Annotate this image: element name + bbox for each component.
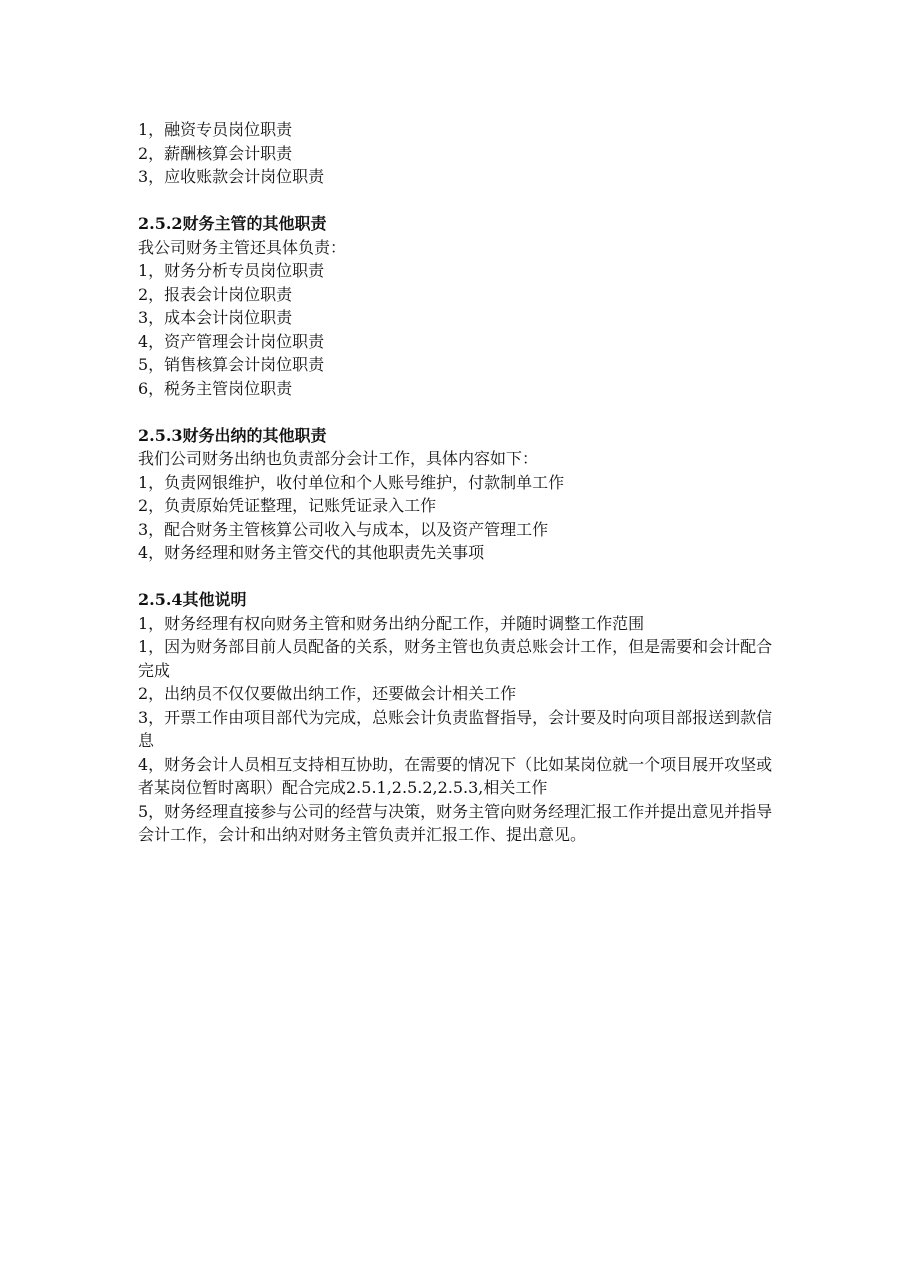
list-item: 6，税务主管岗位职责 xyxy=(138,378,293,398)
list-item: 2，出纳员不仅仅要做出纳工作，还要做会计相关工作 xyxy=(138,684,517,703)
list-item: 2，报表会计岗位职责 xyxy=(138,284,293,304)
list-item: 1，负责网银维护，收付单位和个人账号维护，付款制单工作 xyxy=(138,472,565,492)
section-heading: 2.5.2财务主管的其他职责 xyxy=(138,214,327,233)
spacer xyxy=(138,189,778,213)
list-item: 3，应收账款会计岗位职责 xyxy=(138,167,325,186)
section-intro: 我们公司财务出纳也负责部分会计工作，具体内容如下： xyxy=(138,449,539,468)
list-item: 1，融资专员岗位职责 xyxy=(138,120,293,139)
list-item: 1，财务分析专员岗位职责 xyxy=(138,261,325,280)
list-item: 2，负责原始凭证整理，记账凭证录入工作 xyxy=(138,496,437,515)
spacer xyxy=(138,400,778,424)
list-item: 5，财务经理直接参与公司的经营与决策，财务主管向财务经理汇报工作并提出意见并指导会计工作，会计和出纳对财务主管负责并汇报工作、提出意见。 xyxy=(138,801,773,844)
section-2-5-4 xyxy=(138,588,778,847)
section-2-5-2 xyxy=(138,212,778,400)
list-item: 3，成本会计岗位职责 xyxy=(138,308,293,327)
document-body xyxy=(138,118,778,847)
intro-list xyxy=(138,118,778,189)
list-item: 5，销售核算会计岗位职责 xyxy=(138,355,325,374)
list-item: 3，配合财务主管核算公司收入与成本，以及资产管理工作 xyxy=(138,519,549,539)
section-2-5-3 xyxy=(138,424,778,565)
section-heading: 2.5.3财务出纳的其他职责 xyxy=(138,425,327,445)
list-item: 2，薪酬核算会计职责 xyxy=(138,143,293,163)
list-item: 1，财务经理有权向财务主管和财务出纳分配工作，并随时调整工作范围 xyxy=(138,613,645,633)
section-heading: 2.5.4其他说明 xyxy=(138,590,247,609)
spacer xyxy=(138,565,778,589)
list-item: 1，因为财务部目前人员配备的关系，财务主管也负责总账会计工作，但是需要和会计配合完成 xyxy=(138,637,773,680)
list-item: 4，财务会计人员相互支持相互协助，在需要的情况下（比如某岗位就一个项目展开攻坚或者某岗位暂时离职）配合完成2.5.1,2.5.2,2.5.3,相关工作 xyxy=(138,754,773,797)
list-item: 4，财务经理和财务主管交代的其他职责先关事项 xyxy=(138,543,485,562)
section-intro: 我公司财务主管还具体负责： xyxy=(138,237,347,257)
list-item: 4，资产管理会计岗位职责 xyxy=(138,331,325,351)
list-item: 3，开票工作由项目部代为完成，总账会计负责监督指导，会计要及时向项目部报送到款信息 xyxy=(138,707,773,750)
